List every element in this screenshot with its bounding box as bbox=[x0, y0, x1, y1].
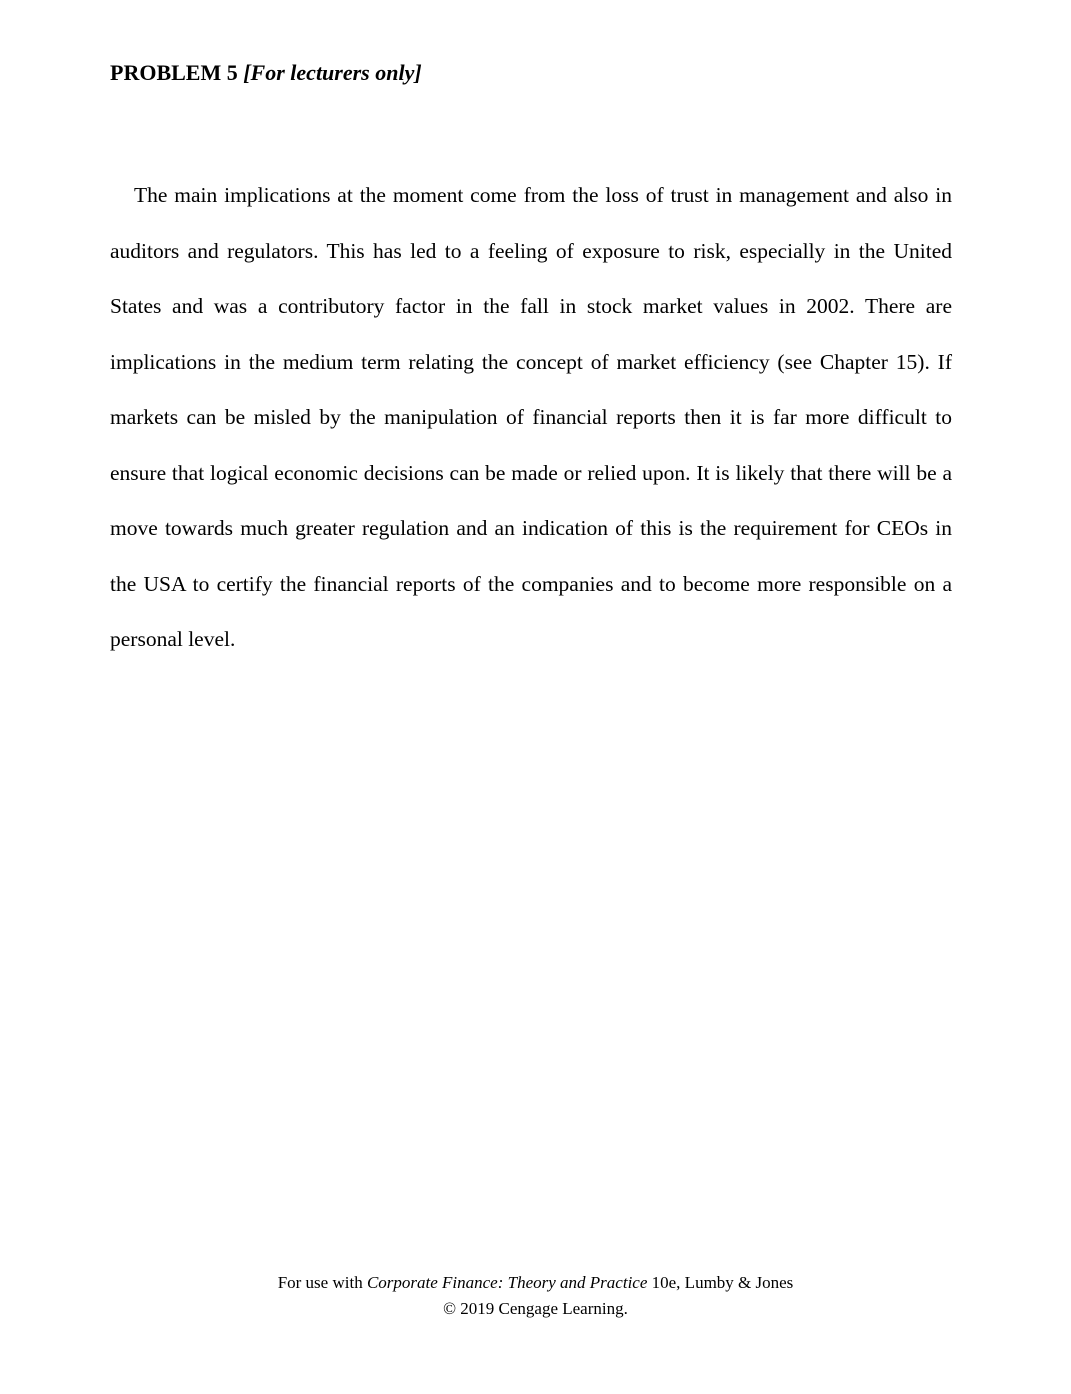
footer-attribution-suffix: 10e, Lumby & Jones bbox=[647, 1273, 794, 1292]
problem-number-label: PROBLEM 5 bbox=[110, 60, 238, 85]
footer-attribution-line bbox=[0, 1270, 1071, 1296]
footer-book-title: Corporate Finance: Theory and Practice bbox=[366, 1273, 648, 1292]
answer-body bbox=[110, 168, 952, 668]
footer-copyright-line: © 2019 Cengage Learning. bbox=[443, 1299, 628, 1318]
lecturers-only-note: [For lecturers only] bbox=[237, 60, 422, 85]
problem-heading bbox=[110, 60, 961, 86]
footer-attribution-prefix: For use with bbox=[277, 1273, 367, 1292]
page-footer bbox=[0, 1270, 1071, 1322]
answer-paragraph: The main implications at the moment come from the loss of trust in management and also in auditors and regulators. This has led to a feeling of exposure to risk, especially in the United States and was a contributory factor in the fall in stock market values in 2002. There are implications in the medium term relating the concept of market efficiency (see Chapter 15). If markets can be misled by the manipulation of financial reports then it is far more difficult to ensure that logical economic decisions can be made or relied upon. It is likely that there will be a move towards much greater regulation and an indication of this is the requirement for CEOs in the USA to certify the financial reports of the companies and to become more responsible on a personal level. bbox=[110, 183, 952, 651]
